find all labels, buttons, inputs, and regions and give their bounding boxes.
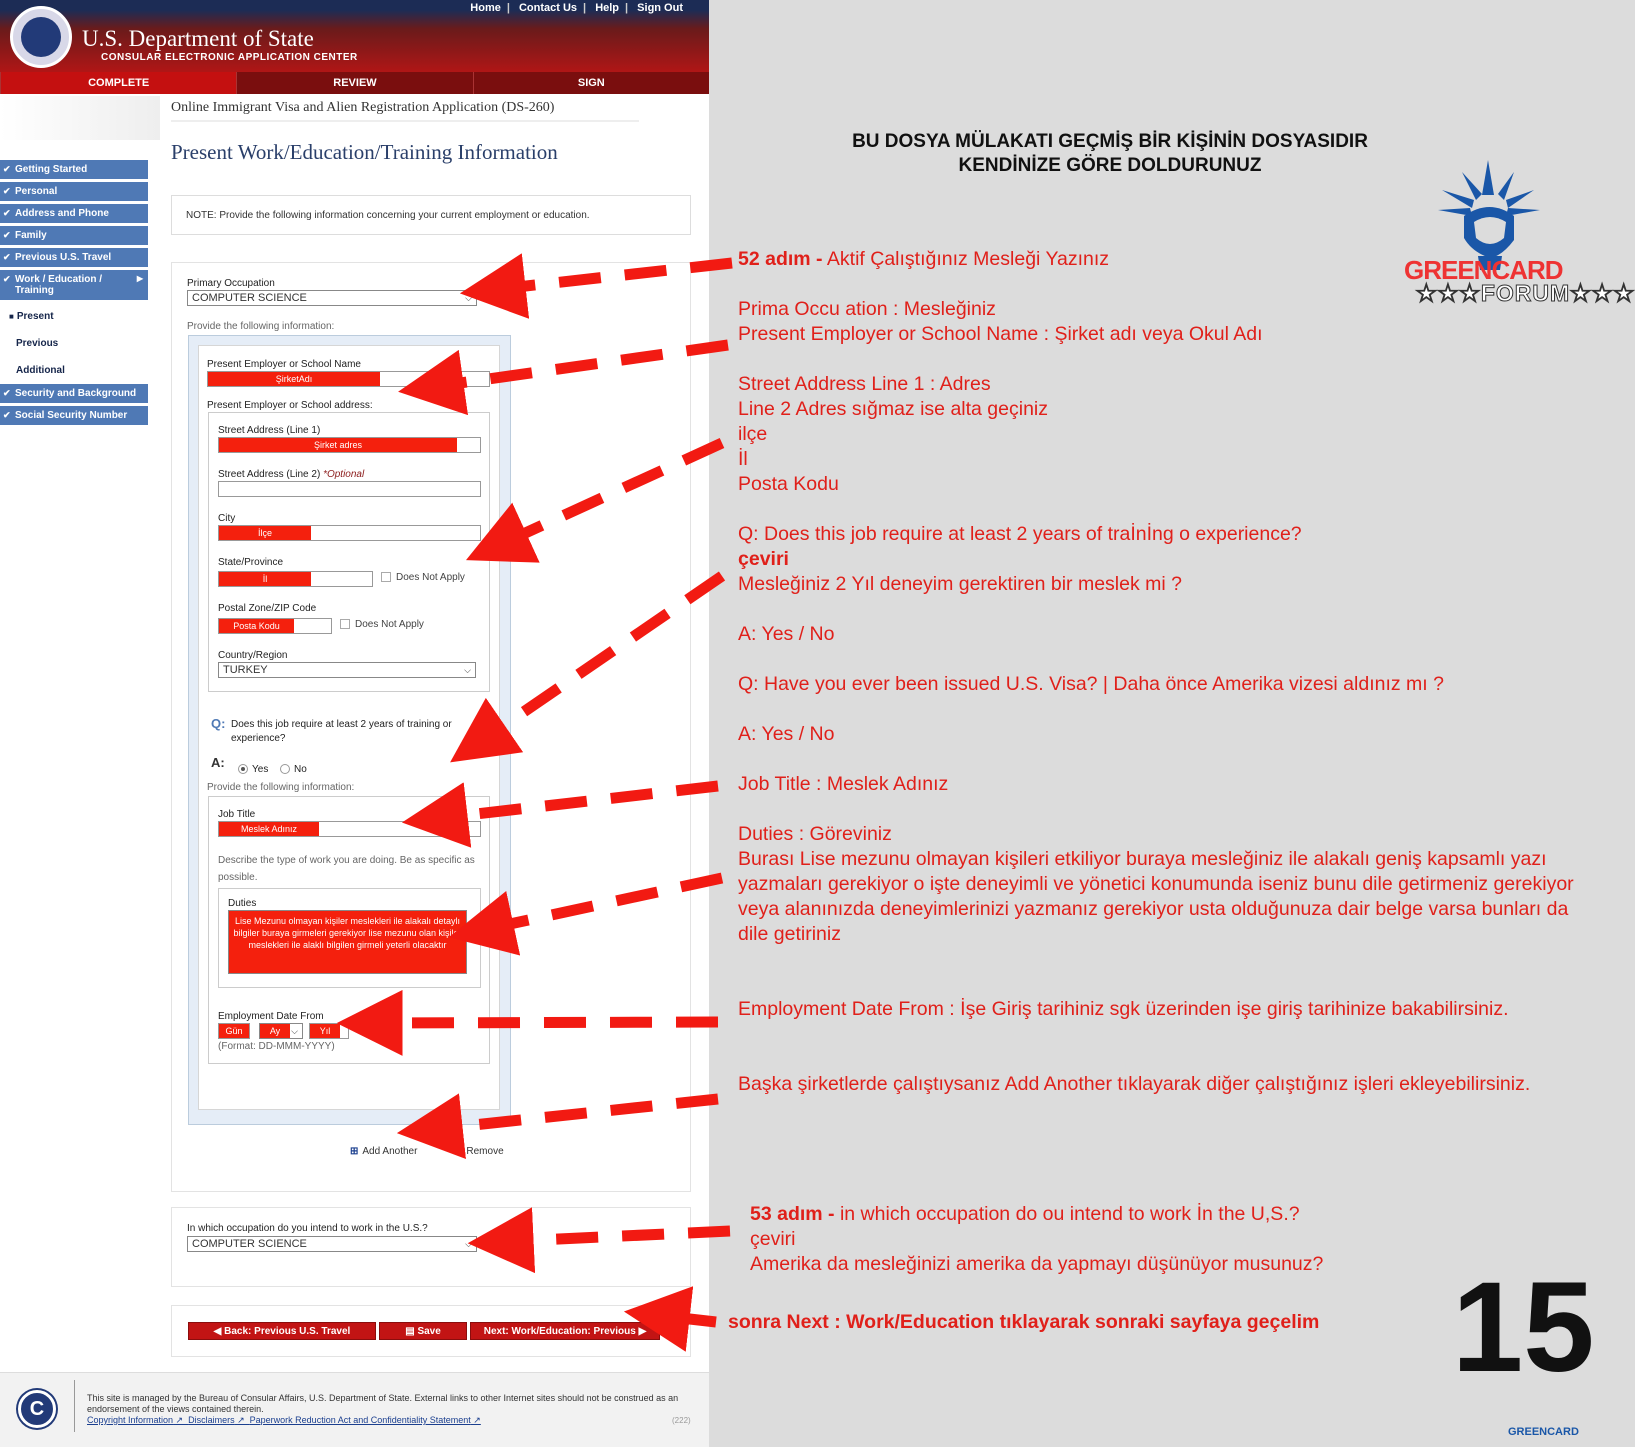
emp-month-select[interactable]: Ay ⌵	[259, 1023, 303, 1039]
city-input[interactable]: İlçe	[218, 525, 481, 541]
postal-label: Postal Zone/ZIP Code	[218, 603, 317, 614]
country-label: Country/Region	[218, 650, 288, 661]
answer-prefix: A:	[211, 755, 225, 770]
department-subtitle: CONSULAR ELECTRONIC APPLICATION CENTER	[101, 52, 358, 63]
sidebar-item-personal[interactable]: ✔ Personal	[0, 182, 148, 201]
page-title: Present Work/Education/Training Information	[171, 140, 558, 164]
sidebar-item-work-education[interactable]	[0, 270, 148, 300]
footer-divider	[74, 1380, 75, 1432]
department-title: U.S. Department of State	[82, 26, 314, 51]
state-does-not-apply[interactable]: Does Not Apply	[381, 572, 465, 583]
sidebar-item-social-security[interactable]: ✔ Social Security Number	[0, 406, 148, 425]
step-sign[interactable]: SIGN	[473, 72, 709, 94]
step-complete[interactable]: COMPLETE	[0, 72, 236, 94]
department-seal-icon	[10, 6, 72, 68]
sidebar-item-address-phone[interactable]: ✔ Address and Phone	[0, 204, 148, 223]
employer-address-label: Present Employer or School address:	[207, 400, 373, 411]
add-another-link[interactable]: ⊞ Add Another	[350, 1146, 418, 1157]
footer-code: (222)	[672, 1416, 691, 1425]
describe-work-text: Describe the type of work you are doing. Be as specific as possible.	[218, 855, 475, 883]
plus-icon: ⊞	[350, 1146, 359, 1157]
sidebar-subitem-previous[interactable]: Previous	[16, 338, 59, 349]
intend-label: In which occupation do you intend to work in the U.S.?	[187, 1223, 428, 1234]
back-button[interactable]: ◀ Back: Previous U.S. Travel	[188, 1322, 376, 1340]
provide-info-text-2: Provide the following information:	[207, 782, 355, 793]
street2-label: Street Address (Line 2) *Optional	[218, 469, 365, 480]
annotation-address4: İl	[738, 448, 748, 470]
emp-year-input[interactable]: Yıl	[309, 1023, 349, 1039]
progress-steps	[0, 72, 709, 94]
annotation-occupation: Prima Occu ation : Mesleğiniz	[738, 298, 996, 320]
chevron-down-icon: ⌵	[465, 1239, 472, 1249]
annotation-visa-question: Q: Have you ever been issued U.S. Visa? | Daha önce Amerika vizesi aldınız mı ?	[738, 673, 1444, 695]
annotation-answer-2: A: Yes / No	[738, 723, 835, 745]
sidebar	[0, 160, 148, 428]
sidebar-header-fade	[0, 96, 160, 140]
employer-name-input[interactable]: ŞirketAdı	[207, 371, 490, 387]
sidebar-item-previous-travel[interactable]: ✔ Previous U.S. Travel	[0, 248, 148, 267]
checkbox	[381, 572, 391, 582]
divider	[171, 120, 639, 122]
sign-out-link[interactable]: Sign Out	[637, 2, 683, 14]
checkbox	[340, 619, 350, 629]
help-link[interactable]: Help	[595, 2, 620, 14]
chevron-right-icon: ▶	[136, 274, 143, 283]
forum-logo-text: ★★★FORUM★★★	[1416, 280, 1635, 306]
page-number: 15	[1452, 1256, 1595, 1399]
date-format-hint: (Format: DD-MMM-YYYY)	[218, 1041, 335, 1052]
postal-does-not-apply[interactable]: Does Not Apply	[340, 619, 424, 630]
annotation-question: Q: Does this job require at least 2 years of traİnİng o experience?	[738, 523, 1302, 545]
step-review[interactable]: REVIEW	[236, 72, 472, 94]
annotation-question-tr: Mesleğiniz 2 Yıl deneyim gerektiren bir meslek mi ?	[738, 573, 1182, 595]
intend-occupation-select[interactable]: COMPUTER SCIENCE ⌵	[187, 1236, 477, 1252]
annotation-emp-date: Employment Date From : İşe Giriş tarihiniz sgk üzerinden işe giriş tarihinize bakabilirsiniz.	[738, 998, 1509, 1020]
annotation-ceviri: çeviri	[738, 548, 789, 570]
paperwork-link[interactable]: Paperwork Reduction Act and Confidentiality Statement	[249, 1415, 471, 1425]
chevron-down-icon: ⌵	[464, 665, 471, 675]
minus-icon: ⊟	[454, 1146, 463, 1157]
street2-input[interactable]	[218, 481, 481, 497]
button-bar	[171, 1305, 691, 1357]
sidebar-item-security[interactable]: ✔ Security and Background	[0, 384, 148, 403]
footer-links: Copyright Information ↗ Disclaimers ↗ Paperwork Reduction Act and Confidentiality Statement ↗	[87, 1415, 481, 1425]
country-select[interactable]: TURKEY ⌵	[218, 662, 476, 678]
sidebar-item-family[interactable]: ✔ Family	[0, 226, 148, 245]
annotation-employer: Present Employer or School Name : Şirket adı veya Okul Adı	[738, 323, 1263, 345]
annotation-address3: ilçe	[738, 423, 768, 445]
job-title-label: Job Title	[218, 809, 256, 820]
annotation-duties-desc: Burası Lise mezunu olmayan kişileri etkiliyor buraya mesleğiniz ile alakalı geniş kapsamlı yazı yazmaları gerekiyor o işte deneyimli ve yönetici konumunda iseniz bunu dile getirmeniz gerekiyor veya alanınızda deneyimlerinizi yazmanız gerekiyor usta olduğunuza dair belge varsa bunları da dile getiriniz	[738, 848, 1574, 945]
duties-label: Duties	[228, 898, 257, 909]
duties-textarea[interactable]: Lise Mezunu olmayan kişiler meslekleri ile alakalı detaylı bilgiler buraya girmeleri gerekiyor lise mezunu olan kişiler meslekleri ile alaklı bilgilen girmeli yeterli olacaktır	[228, 910, 467, 974]
annotation-next: sonra Next : Work/Education tıklayarak sonraki sayfaya geçelim	[728, 1311, 1320, 1333]
annotation-address5: Posta Kodu	[738, 473, 839, 495]
emp-date-label: Employment Date From	[218, 1011, 324, 1022]
state-input[interactable]: İl	[218, 571, 373, 587]
chevron-down-icon: ⌵	[291, 1026, 298, 1036]
annotation-address2: Line 2 Adres sığmaz ise alta geçiniz	[738, 398, 1049, 420]
home-link[interactable]: Home	[470, 2, 501, 14]
postal-input[interactable]: Posta Kodu	[218, 618, 332, 634]
copyright-link[interactable]: Copyright Information	[87, 1415, 174, 1425]
annotation-ceviri-2: çeviri	[750, 1228, 796, 1250]
note-box: NOTE: Provide the following information concerning your current employment or education.	[171, 195, 691, 235]
question-text: Does this job require at least 2 years of training or experience?	[231, 719, 452, 744]
annotation-step53-tr: Amerika da mesleğinizi amerika da yapmayı düşünüyor musunuz?	[750, 1253, 1324, 1275]
emp-day-input[interactable]: Gün	[218, 1023, 250, 1039]
sidebar-item-label: Work / Education / Training	[15, 274, 103, 296]
city-label: City	[218, 513, 236, 524]
annotation-job-title: Job Title : Meslek Adınız	[738, 773, 949, 795]
annotation-add-another: Başka şirketlerde çalıştıysanız Add Another tıklayarak diğer çalıştığınız işleri ekleyebilirsiniz.	[738, 1073, 1531, 1095]
greencard-small-logo: GREENCARD	[1508, 1426, 1579, 1438]
answer-no-radio[interactable]: No	[280, 764, 307, 775]
next-button[interactable]: Next: Work/Education: Previous ▶	[470, 1322, 660, 1340]
save-button[interactable]: ▤ Save	[379, 1322, 467, 1340]
provide-info-text: Provide the following information:	[187, 321, 335, 332]
chevron-down-icon: ⌵	[465, 293, 472, 303]
site-header	[0, 0, 709, 72]
state-label: State/Province	[218, 557, 284, 568]
question-prefix: Q:	[211, 716, 226, 731]
consular-affairs-logo-icon: C	[18, 1390, 56, 1428]
job-title-input[interactable]: Meslek Adınız	[218, 821, 481, 837]
save-icon: ▤	[405, 1326, 415, 1337]
annotation-step52: 52 adım - Aktif Çalıştığınız Mesleği Yazınız	[738, 248, 1110, 270]
primary-occupation-label: Primary Occupation	[187, 278, 275, 289]
top-nav: Home | Contact Us | Help | Sign Out	[464, 2, 689, 14]
employer-name-label: Present Employer or School Name	[207, 359, 361, 370]
annotation-address1: Street Address Line 1 : Adres	[738, 373, 991, 395]
annotation-answer: A: Yes / No	[738, 623, 835, 645]
annotation-duties: Duties : Göreviniz	[738, 823, 892, 845]
answer-yes-radio[interactable]: Yes	[238, 764, 268, 775]
annotation-step53: 53 adım - in which occupation do ou intend to work İn the U,S.?	[750, 1203, 1300, 1225]
warning-text: BU DOSYA MÜLAKATI GEÇMİŞ BİR KİŞİNİN DOSYASIDIR KENDİNİZE GÖRE DOLDURUNUZ	[852, 131, 1368, 176]
sidebar-item-getting-started[interactable]: ✔ Getting Started	[0, 160, 148, 179]
remove-link[interactable]: ⊟ Remove	[454, 1146, 504, 1157]
street1-input[interactable]: Şirket adres	[218, 437, 481, 453]
primary-occupation-select[interactable]: COMPUTER SCIENCE ⌵	[187, 290, 477, 306]
sidebar-subitem-present[interactable]: ■ Present	[9, 311, 54, 322]
footer-text: This site is managed by the Bureau of Consular Affairs, U.S. Department of State. External links to other Internet sites should not be construed as an endorsement of the views contained therein.	[87, 1393, 679, 1414]
greencard-logo-text: GREENCARD	[1404, 255, 1563, 285]
sidebar-subitem-additional[interactable]: Additional	[16, 365, 65, 376]
street1-label: Street Address (Line 1)	[218, 425, 321, 436]
form-title: Online Immigrant Visa and Alien Registration Application (DS-260)	[171, 100, 555, 115]
disclaimers-link[interactable]: Disclaimers	[188, 1415, 235, 1425]
contact-us-link[interactable]: Contact Us	[518, 2, 578, 14]
